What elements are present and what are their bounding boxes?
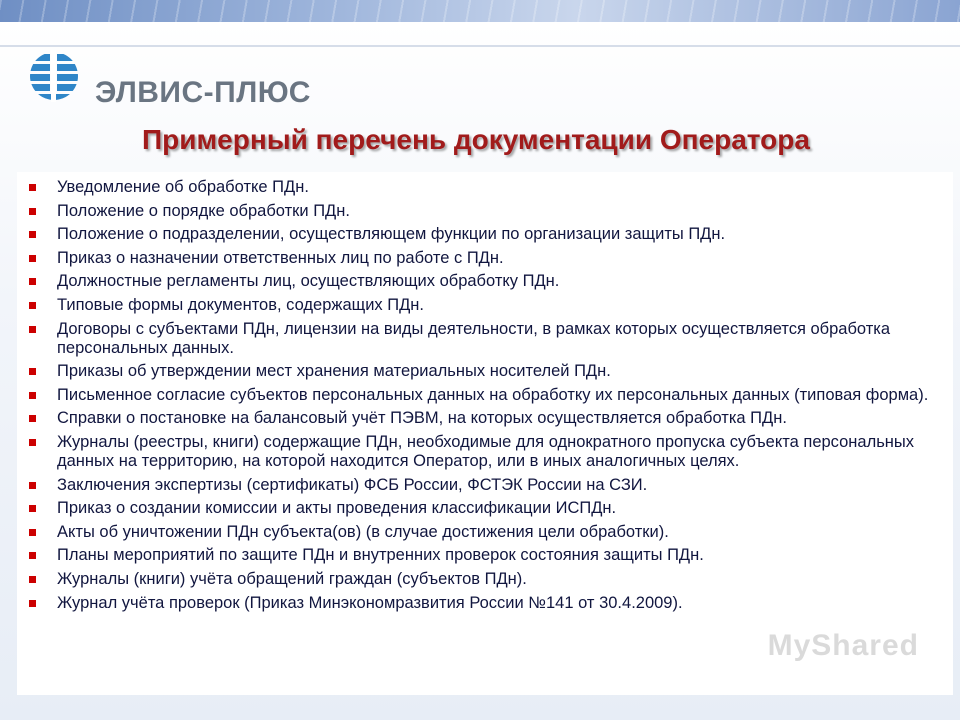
list-item: Журналы (реестры, книги) содержащие ПДн, необходимые для однократного пропуска субъекта персональных данных на территорию, на которой находится Оператор, или в иных аналогичных целях.	[29, 433, 943, 471]
bullet-icon	[29, 415, 36, 422]
bullet-icon	[29, 231, 36, 238]
bullet-icon	[29, 439, 36, 446]
list-item: Планы мероприятий по защите ПДн и внутренних проверок состояния защиты ПДн.	[29, 546, 943, 565]
bullet-icon	[29, 505, 36, 512]
company-logo-icon	[28, 50, 80, 102]
list-item: Приказы об утверждении мест хранения материальных носителей ПДн.	[29, 362, 943, 381]
bullet-icon	[29, 208, 36, 215]
list-item: Уведомление об обработке ПДн.	[29, 178, 943, 197]
list-item: Положение о подразделении, осуществляющем функции по организации защиты ПДн.	[29, 225, 943, 244]
header-divider	[0, 45, 960, 47]
bullet-icon	[29, 368, 36, 375]
bullet-icon	[29, 392, 36, 399]
list-item: Журнал учёта проверок (Приказ Минэкономразвития России №141 от 30.4.2009).	[29, 594, 943, 613]
watermark: MyShared	[767, 629, 919, 662]
list-item: Договоры с субъектами ПДн, лицензии на виды деятельности, в рамках которых осуществляется обработка персональных данных.	[29, 320, 943, 358]
list-item: Письменное согласие субъектов персональных данных на обработку их персональных данных (типовая форма).	[29, 386, 943, 405]
list-item: Положение о порядке обработки ПДн.	[29, 202, 943, 221]
list-item: Заключения экспертизы (сертификаты) ФСБ России, ФСТЭК России на СЗИ.	[29, 476, 943, 495]
list-item: Акты об уничтожении ПДн субъекта(ов) (в случае достижения цели обработки).	[29, 523, 943, 542]
list-item: Справки о постановке на балансовый учёт ПЭВМ, на которых осуществляется обработка ПДн.	[29, 409, 943, 428]
bullet-icon	[29, 600, 36, 607]
bullet-icon	[29, 278, 36, 285]
list-item: Приказ о создании комиссии и акты проведения классификации ИСПДн.	[29, 499, 943, 518]
document-list-panel	[17, 172, 953, 695]
document-list	[29, 178, 943, 613]
list-item: Типовые формы документов, содержащих ПДн.	[29, 296, 943, 315]
bullet-icon	[29, 302, 36, 309]
bullet-icon	[29, 576, 36, 583]
bullet-icon	[29, 482, 36, 489]
list-item: Журналы (книги) учёта обращений граждан (субъектов ПДн).	[29, 570, 943, 589]
bullet-icon	[29, 184, 36, 191]
list-item: Приказ о назначении ответственных лиц по работе с ПДн.	[29, 249, 943, 268]
bullet-icon	[29, 326, 36, 333]
bullet-icon	[29, 552, 36, 559]
bullet-icon	[29, 255, 36, 262]
bullet-icon	[29, 529, 36, 536]
page-title: Примерный перечень документации Оператора	[142, 124, 810, 155]
decorative-top-band	[0, 0, 960, 22]
list-item: Должностные регламенты лиц, осуществляющих обработку ПДн.	[29, 272, 943, 291]
brand-name: ЭЛВИС-ПЛЮС	[95, 76, 311, 109]
